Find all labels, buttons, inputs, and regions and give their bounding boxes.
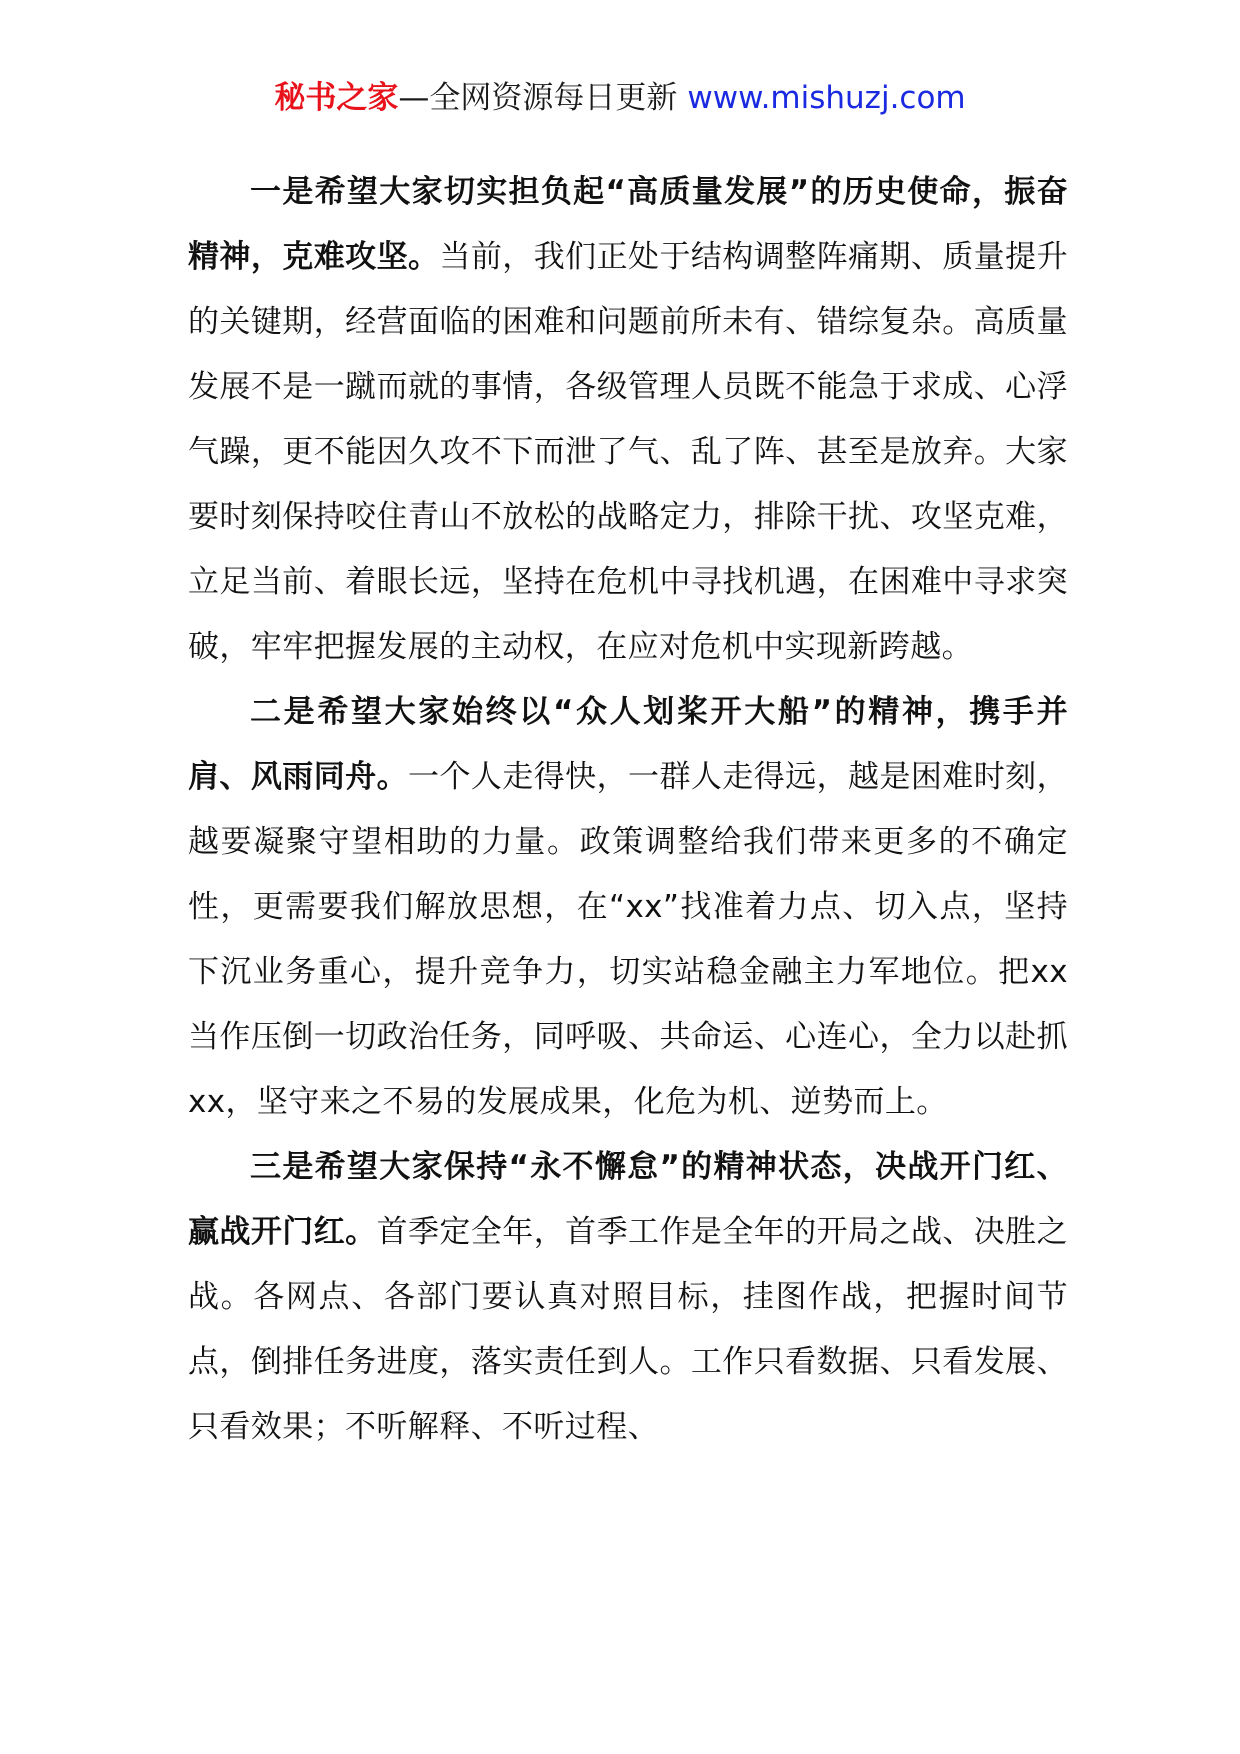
paragraph-3 — [188, 1135, 1068, 1460]
paragraph-text: 一个人走得快，一群人走得远，越是困难时刻，越要凝聚守望相助的力量。政策调整给我们带来更多的不确定性，更需要我们解放思想，在“xx”找准着力点、切入点，坚持下沉业务重心，提升竞争力，切实站稳金融主力军地位。把xx当作压倒一切政治任务，同呼吸、共命运、心连心，全力以赴抓xx，坚守来之不易的发展成果，化危为机、逆势而上。 — [188, 759, 1068, 1120]
paragraph-2 — [188, 680, 1068, 1135]
paragraph-lead: 二是希望大家始终以“众人划桨开大船”的精神，携手并肩、风雨同舟。 — [188, 694, 1068, 795]
brand-name: 秘书之家 — [274, 80, 399, 116]
paragraph-text: 首季定全年，首季工作是全年的开局之战、决胜之战。各网点、各部门要认真对照目标，挂图作战，把握时间节点，倒排任务进度，落实责任到人。工作只看数据、只看发展、只看效果；不听解释、不听过程、 — [188, 1214, 1068, 1445]
paragraph-1 — [188, 160, 1068, 680]
site-url: www.mishuzj.com — [687, 80, 966, 116]
page-header — [0, 78, 1240, 118]
paragraph-lead: 一是希望大家切实担负起“高质量发展”的历史使命，振奋精神，克难攻坚。 — [188, 174, 1068, 275]
document-body — [188, 160, 1068, 1460]
header-tagline: —全网资源每日更新 — [398, 80, 678, 116]
paragraph-lead: 三是希望大家保持“永不懈怠”的精神状态，决战开门红、赢战开门红。 — [188, 1149, 1068, 1250]
paragraph-text: 当前，我们正处于结构调整阵痛期、质量提升的关键期，经营面临的困难和问题前所未有、错综复杂。高质量发展不是一蹴而就的事情，各级管理人员既不能急于求成、心浮气躁，更不能因久攻不下而泄了气、乱了阵、甚至是放弃。大家要时刻保持咬住青山不放松的战略定力，排除干扰、攻坚克难，立足当前、着眼长远，坚持在危机中寻找机遇，在困难中寻求突破，牢牢把握发展的主动权，在应对危机中实现新跨越。 — [188, 239, 1068, 665]
